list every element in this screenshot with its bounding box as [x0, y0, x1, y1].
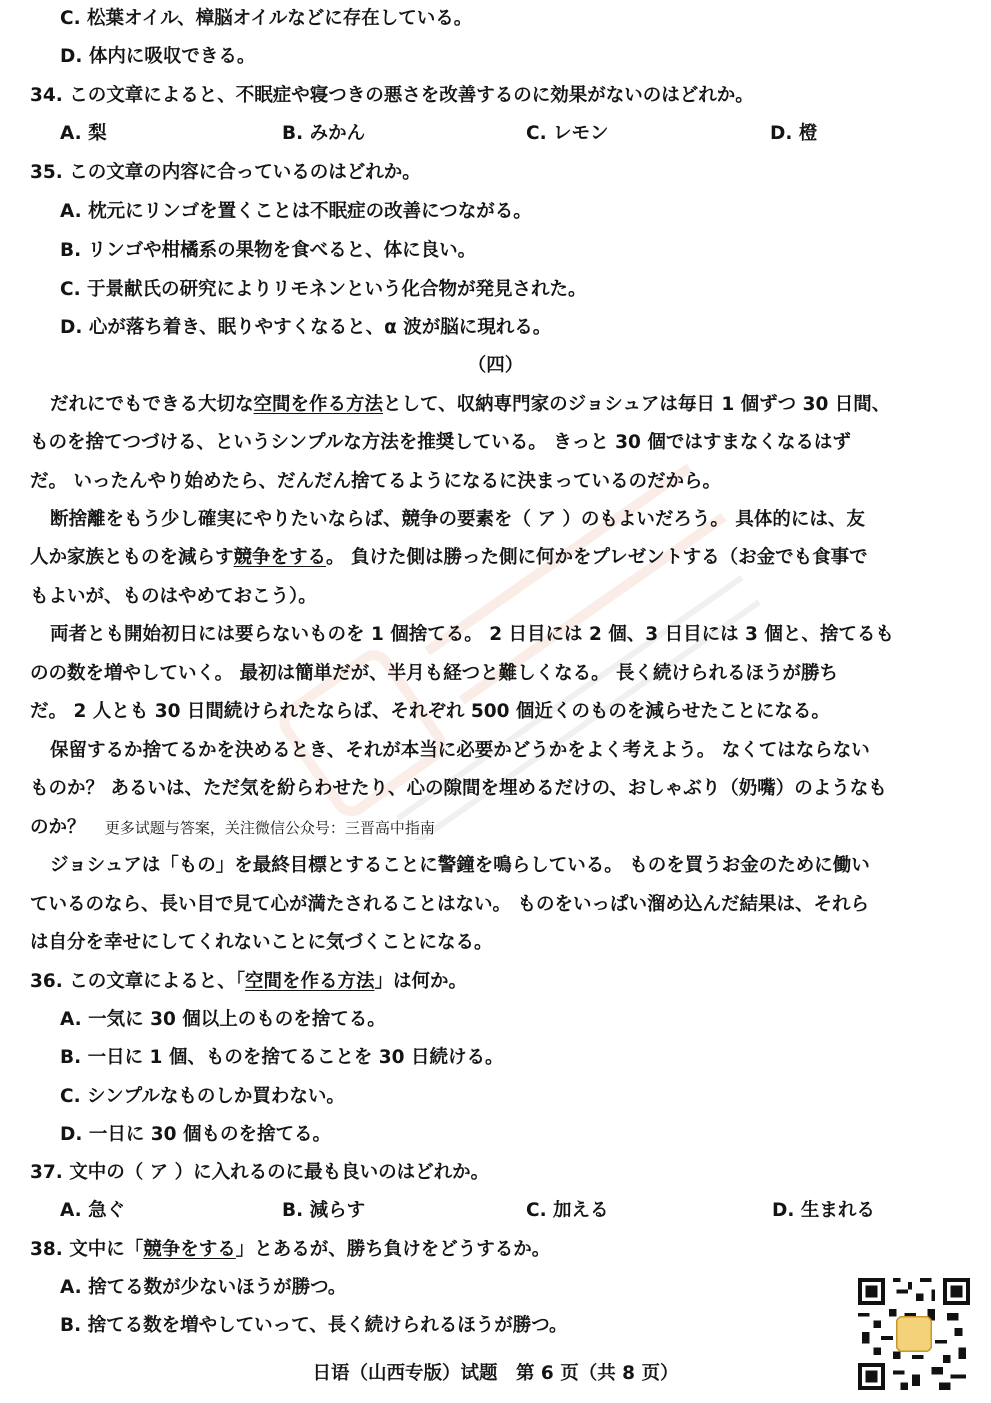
passage-p5-line2: ているのなら、長い目で見て心が満たされることはない。 ものをいっぱい溜め込んだ結果は、それら [30, 894, 869, 915]
q38-stem: 38. 文中に「競争をする」とあるが、勝ち負けをどうするか。 [30, 1239, 551, 1260]
page-footer: 日语（山西专版）试题 第 6 页（共 8 页） [312, 1363, 679, 1384]
underline-competition: 競争をする [233, 547, 327, 568]
q38-option-a: A. 捨てる数が少ないほうが勝つ。 [60, 1277, 347, 1298]
passage-p1-line2: ものを捨てつづける、というシンプルな方法を推奨している。 きっと 30 個ではすまなくなるはず [30, 432, 851, 453]
q34-option-b: B. みかん [282, 123, 366, 144]
passage-p1-line3: だ。 いったんやり始めたら、だんだん捨てるようになるに決まっているのだから。 [30, 471, 721, 492]
passage-p2-line1: 断捨離をもう少し確実にやりたいならば、競争の要素を（ ア ）のもよいだろう。 具体的には、友 [50, 509, 865, 530]
q37-option-b: B. 減らす [282, 1200, 366, 1221]
q34-option-a: A. 梨 [60, 123, 107, 144]
passage-p3-line1: 両者とも開始初日には要らないものを 1 個捨てる。 2 日目には 2 個、3 日目には 3 個と、捨てるも [50, 624, 894, 645]
q33-option-c: C. 松葉オイル、樟脳オイルなどに存在している。 [60, 8, 473, 29]
passage-p3-line2: のの数を増やしていく。 最初は簡単だが、半月も経つと難しくなる。 長く続けられるほうが勝ち [30, 663, 839, 684]
q37-option-c: C. 加える [526, 1200, 609, 1221]
promo-note: 更多试题与答案，关注微信公众号：三晋高中指南 [104, 819, 435, 837]
passage-p4-line3: のか？ 更多试题与答案，关注微信公众号：三晋高中指南 [30, 817, 435, 838]
q36-stem: 36. この文章によると、「空間を作る方法」は何か。 [30, 971, 467, 992]
q37-option-a: A. 急ぐ [60, 1200, 126, 1221]
passage-p2-line2: 人か家族とものを減らす競争をする。 負けた側は勝った側に何かをプレゼントする（お金でも食事で [30, 547, 868, 568]
q35-option-c: C. 于景献氏の研究によりリモネンという化合物が発見された。 [60, 279, 587, 300]
underline-space-method: 空間を作る方法 [253, 394, 384, 415]
passage-p1-line1: だれにでもできる大切な空間を作る方法として、収納専門家のジョシュアは毎日 1 個ずつ 30 日間、 [50, 394, 891, 415]
q36-option-b: B. 一日に 1 個、ものを捨てることを 30 日続ける。 [60, 1047, 504, 1068]
q35-option-d: D. 心が落ち着き、眠りやすくなると、α 波が脳に現れる。 [60, 317, 552, 338]
passage-p4-line1: 保留するか捨てるかを決めるとき、それが本当に必要かどうかをよく考えよう。 なくてはならない [50, 740, 870, 761]
q37-stem: 37. 文中の（ ア ）に入れるのに最も良いのはどれか。 [30, 1162, 490, 1183]
passage-p5-line1: ジョシュアは「もの」を最終目標とすることに警鐘を鳴らしている。 ものを買うお金のために働い [50, 855, 870, 876]
q36-option-d: D. 一日に 30 個ものを捨てる。 [60, 1124, 331, 1145]
passage-p5-line3: は自分を幸せにしてくれないことに気づくことになる。 [30, 932, 493, 953]
q34-option-c: C. レモン [526, 123, 609, 144]
q34-option-d: D. 橙 [770, 123, 818, 144]
q35-stem: 35. この文章の内容に合っているのはどれか。 [30, 162, 421, 183]
q35-option-b: B. リンゴや柑橘系の果物を食べると、体に良い。 [60, 240, 477, 261]
q34-stem: 34. この文章によると、不眠症や寝つきの悪さを改善するのに効果がないのはどれか。 [30, 85, 754, 106]
q35-option-a: A. 枕元にリンゴを置くことは不眠症の改善につながる。 [60, 201, 532, 222]
q36-option-c: C. シンプルなものしか買わない。 [60, 1086, 345, 1107]
q36-option-a: A. 一気に 30 個以上のものを捨てる。 [60, 1009, 386, 1030]
passage-p3-line3: だ。 2 人とも 30 日間続けられたならば、それぞれ 500 個近くのものを減らせたことになる。 [30, 701, 830, 722]
passage-p4-line2: ものか？ あるいは、ただ気を紛らわせたり、心の隙間を埋めるだけの、おしゃぶり（奶嘴）のようなも [30, 778, 887, 799]
q37-option-d: D. 生まれる [772, 1200, 875, 1221]
section-heading: （四） [467, 355, 524, 376]
q33-option-d: D. 体内に吸収できる。 [60, 46, 256, 67]
q38-option-b: B. 捨てる数を増やしていって、長く続けられるほうが勝つ。 [60, 1315, 568, 1336]
passage-p2-line3: もよいが、ものはやめておこう）。 [30, 586, 317, 607]
